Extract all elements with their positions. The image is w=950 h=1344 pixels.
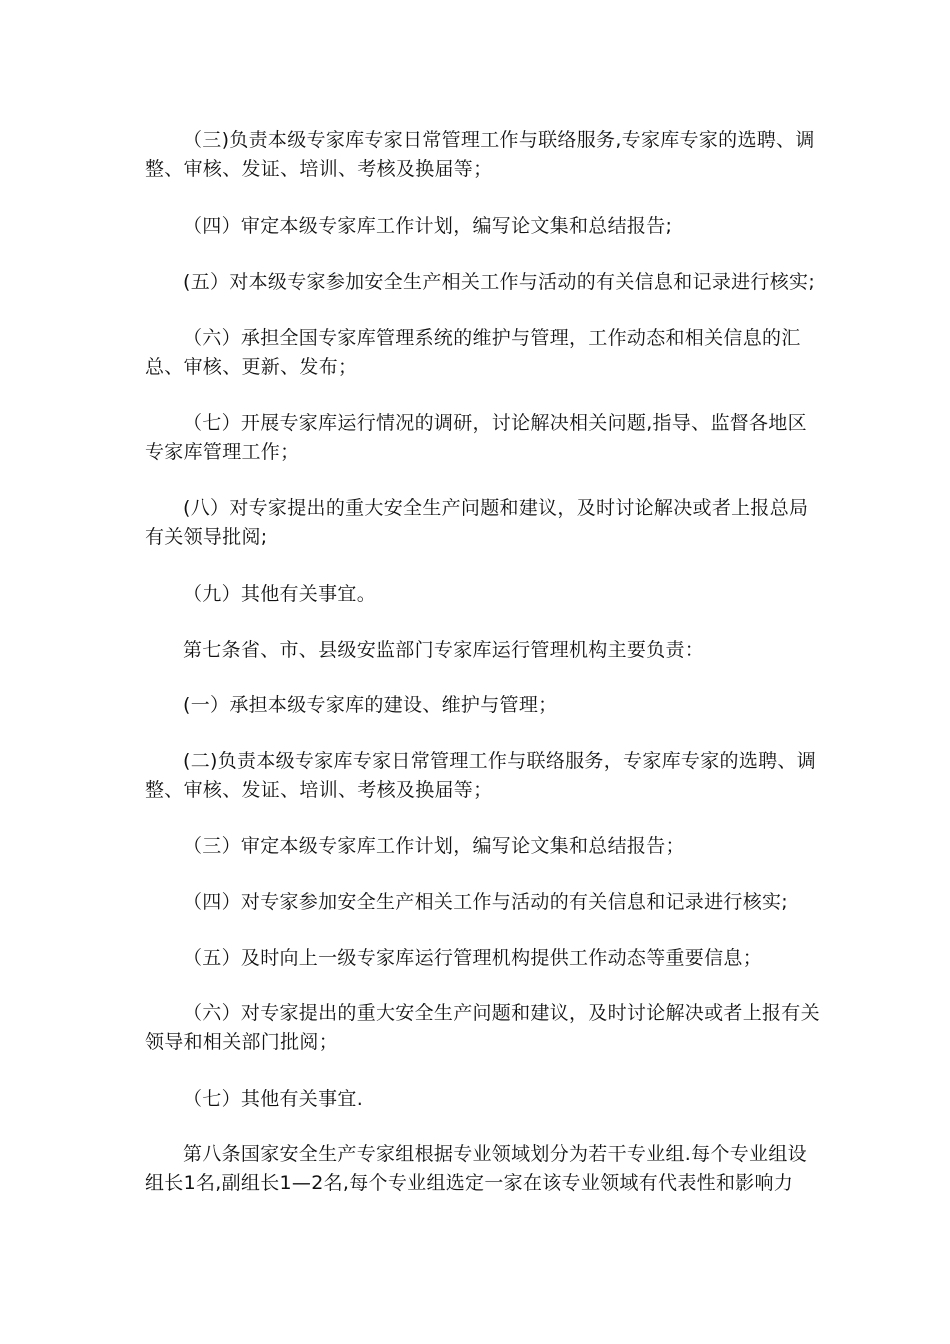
paragraph-6: (八）对专家提出的重大安全生产问题和建议，及时讨论解决或者上报总局有关领导批阅; (145, 497, 809, 548)
paragraph-10: (二)负责本级专家库专家日常管理工作与联络服务，专家库专家的选聘、调整、审核、发证、培训、考核及换届等； (145, 750, 817, 801)
paragraph-3: (五）对本级专家参加安全生产相关工作与活动的有关信息和记录进行核实; (183, 271, 816, 293)
paragraph-12: （四）对专家参加安全生产相关工作与活动的有关信息和记录进行核实; (183, 891, 789, 913)
paragraph-7: （九）其他有关事宜。 (183, 583, 377, 605)
paragraph-14: （六）对专家提出的重大安全生产问题和建议，及时讨论解决或者上报有关领导和相关部门批阅； (145, 1002, 820, 1053)
paragraph-15: （七）其他有关事宜. (183, 1088, 364, 1110)
paragraph-4: （六）承担全国专家库管理系统的维护与管理，工作动态和相关信息的汇总、审核、更新、发布； (145, 327, 801, 378)
paragraph-16: 第八条国家安全生产专家组根据专业领域划分为若干专业组.每个专业组设组长1名,副组长1—2名,每个专业组选定一家在该专业领域有代表性和影响力 (145, 1143, 807, 1194)
paragraph-9: (一）承担本级专家库的建设、维护与管理； (183, 694, 558, 716)
paragraph-13: （五）及时向上一级专家库运行管理机构提供工作动态等重要信息； (183, 947, 763, 969)
paragraph-11: （三）审定本级专家库工作计划，编写论文集和总结报告； (183, 835, 685, 857)
paragraph-5: （七）开展专家库运行情况的调研，讨论解决相关问题,指导、监督各地区专家库管理工作； (145, 412, 807, 463)
paragraph-8: 第七条省、市、县级安监部门专家库运行管理机构主要负责： (183, 639, 705, 661)
paragraph-1: （三)负责本级专家库专家日常管理工作与联络服务,专家库专家的选聘、调整、审核、发证、培训、考核及换届等； (145, 129, 815, 180)
paragraph-2: （四）审定本级专家库工作计划，编写论文集和总结报告; (183, 215, 673, 237)
